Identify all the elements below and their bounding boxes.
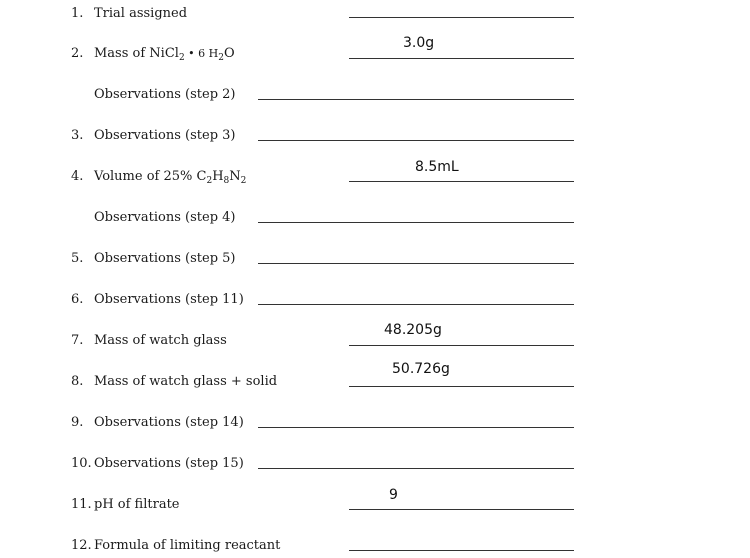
answer-line-observations-step-4[interactable] — [258, 222, 574, 223]
answer-line-observations-step-11[interactable] — [258, 304, 574, 305]
item-label: Observations (step 5) — [94, 251, 236, 266]
answer-line-observations-step-14[interactable] — [258, 427, 574, 428]
row-observations-step-3 — [0, 128, 750, 148]
item-number: 4. — [71, 169, 84, 184]
handwritten-answer-mass-nicl2: 3.0g — [403, 35, 435, 51]
row-observations-step-11 — [0, 292, 750, 312]
item-number: 1. — [71, 6, 84, 21]
row-observations-step-4 — [0, 210, 750, 230]
row-mass-nicl2 — [0, 46, 750, 66]
answer-line-trial-assigned[interactable] — [349, 17, 574, 18]
item-number: 7. — [71, 333, 84, 348]
item-number: 11. — [71, 497, 92, 512]
answer-line-volume[interactable] — [349, 181, 574, 182]
item-number: 12. — [71, 538, 92, 553]
answer-line-ph[interactable] — [349, 509, 574, 510]
answer-line-observations-step-5[interactable] — [258, 263, 574, 264]
answer-line-mass-watch-glass[interactable] — [349, 345, 574, 346]
row-mass-watch-glass-solid — [0, 374, 750, 394]
item-number: 3. — [71, 128, 84, 143]
item-number: 9. — [71, 415, 84, 430]
handwritten-answer-mass-watch-glass-solid: 50.726g — [392, 361, 450, 377]
item-label: Observations (step 15) — [94, 456, 244, 471]
item-number: 10. — [71, 456, 92, 471]
row-mass-watch-glass — [0, 333, 750, 353]
answer-line-observations-step-15[interactable] — [258, 468, 574, 469]
answer-line-mass-watch-glass-solid[interactable] — [349, 386, 574, 387]
item-label: Observations (step 4) — [94, 210, 236, 225]
row-observations-step-2 — [0, 87, 750, 107]
handwritten-answer-mass-watch-glass: 48.205g — [384, 322, 442, 338]
row-observations-step-15 — [0, 456, 750, 476]
row-trial-assigned — [0, 6, 750, 26]
item-label: Observations (step 11) — [94, 292, 244, 307]
row-observations-step-5 — [0, 251, 750, 271]
answer-line-observations-step-2[interactable] — [258, 99, 574, 100]
answer-line-observations-step-3[interactable] — [258, 140, 574, 141]
item-number: 2. — [71, 46, 84, 61]
item-label: Observations (step 3) — [94, 128, 236, 143]
answer-line-mass-nicl2[interactable] — [349, 58, 574, 59]
item-label: Trial assigned — [94, 6, 188, 21]
handwritten-answer-ph: 9 — [389, 487, 398, 503]
item-number: 5. — [71, 251, 84, 266]
answer-line-limiting-reactant[interactable] — [349, 550, 574, 551]
item-number: 6. — [71, 292, 84, 307]
handwritten-answer-volume: 8.5mL — [415, 159, 459, 175]
item-label: Mass of watch glass + solid — [94, 374, 278, 389]
item-number: 8. — [71, 374, 84, 389]
item-label: Mass of watch glass — [94, 333, 227, 348]
row-ph-filtrate — [0, 497, 750, 517]
row-observations-step-14 — [0, 415, 750, 435]
item-label: Formula of limiting reactant — [94, 538, 281, 553]
item-label: Observations (step 2) — [94, 87, 236, 102]
item-label: Mass of NiCl$_2$ • 6 $H_2O$ — [94, 46, 235, 63]
item-label: Volume of 25% $C_2H_8N_2$ — [94, 169, 247, 186]
row-volume-c2h8n2 — [0, 169, 750, 189]
item-label: Observations (step 14) — [94, 415, 244, 430]
row-limiting-reactant — [0, 538, 750, 558]
item-label: pH of filtrate — [94, 497, 180, 512]
